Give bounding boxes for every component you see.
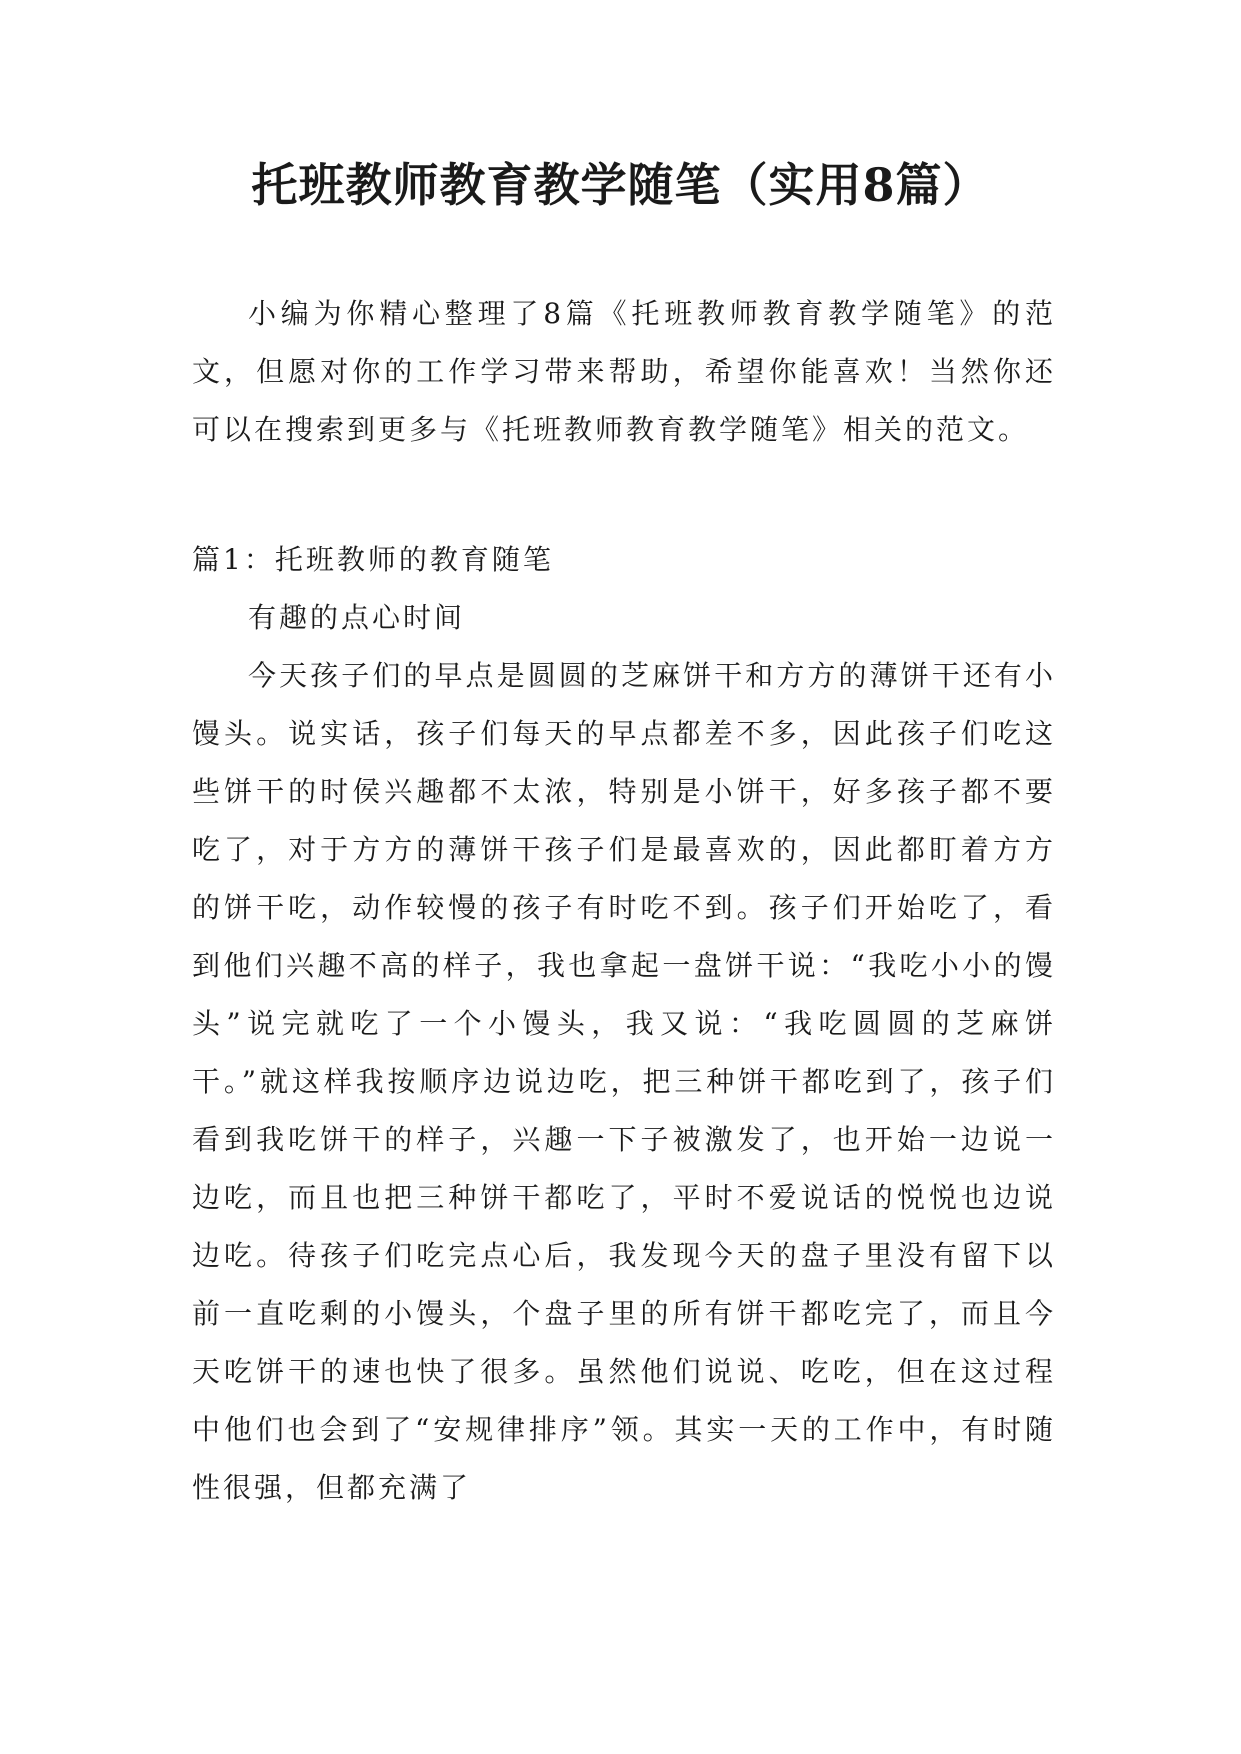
document-title: 托班教师教育教学随笔（实用8篇） bbox=[251, 158, 990, 212]
intro-paragraph: 小编为你精心整理了8篇《托班教师教育教学随笔》的范文，但愿对你的工作学习带来帮助，希望你能喜欢！当然你还可以在搜索到更多与《托班教师教育教学随笔》相关的范文。 bbox=[192, 297, 1056, 446]
section-paragraph: 今天孩子们的早点是圆圆的芝麻饼干和方方的薄饼干还有小馒头。说实话，孩子们每天的早点都差不多，因此孩子们吃这些饼干的时侯兴趣都不太浓，特别是小饼干，好多孩子都不要吃了，对于方方的薄饼干孩子们是最喜欢的，因此都盯着方方的饼干吃，动作较慢的孩子有时吃不到。孩子们开始吃了，看到他们兴趣不高的样子，我也拿起一盘饼干说：“我吃小小的馒头”说完就吃了一个小馒头，我又说：“我吃圆圆的芝麻饼干。”就这样我按顺序边说边吃，把三种饼干都吃到了，孩子们看到我吃饼干的样子，兴趣一下子被激发了，也开始一边说一边吃，而且也把三种饼干都吃了，平时不爱说话的悦悦也边说边吃。待孩子们吃完点心后，我发现今天的盘子里没有留下以前一直吃剩的小馒头，个盘子里的所有饼干都吃完了，而且今天吃饼干的速也快了很多。虽然他们说说、吃吃，但在这过程中他们也会到了“安规律排序”领。其实一天的工作中，有时随性很强，但都充满了 bbox=[192, 659, 1056, 1504]
document-body bbox=[192, 285, 1056, 1517]
section-subtitle: 有趣的点心时间 bbox=[248, 601, 466, 634]
section-heading: 篇1：托班教师的教育随笔 bbox=[192, 543, 554, 576]
section-spacer bbox=[192, 459, 1056, 531]
